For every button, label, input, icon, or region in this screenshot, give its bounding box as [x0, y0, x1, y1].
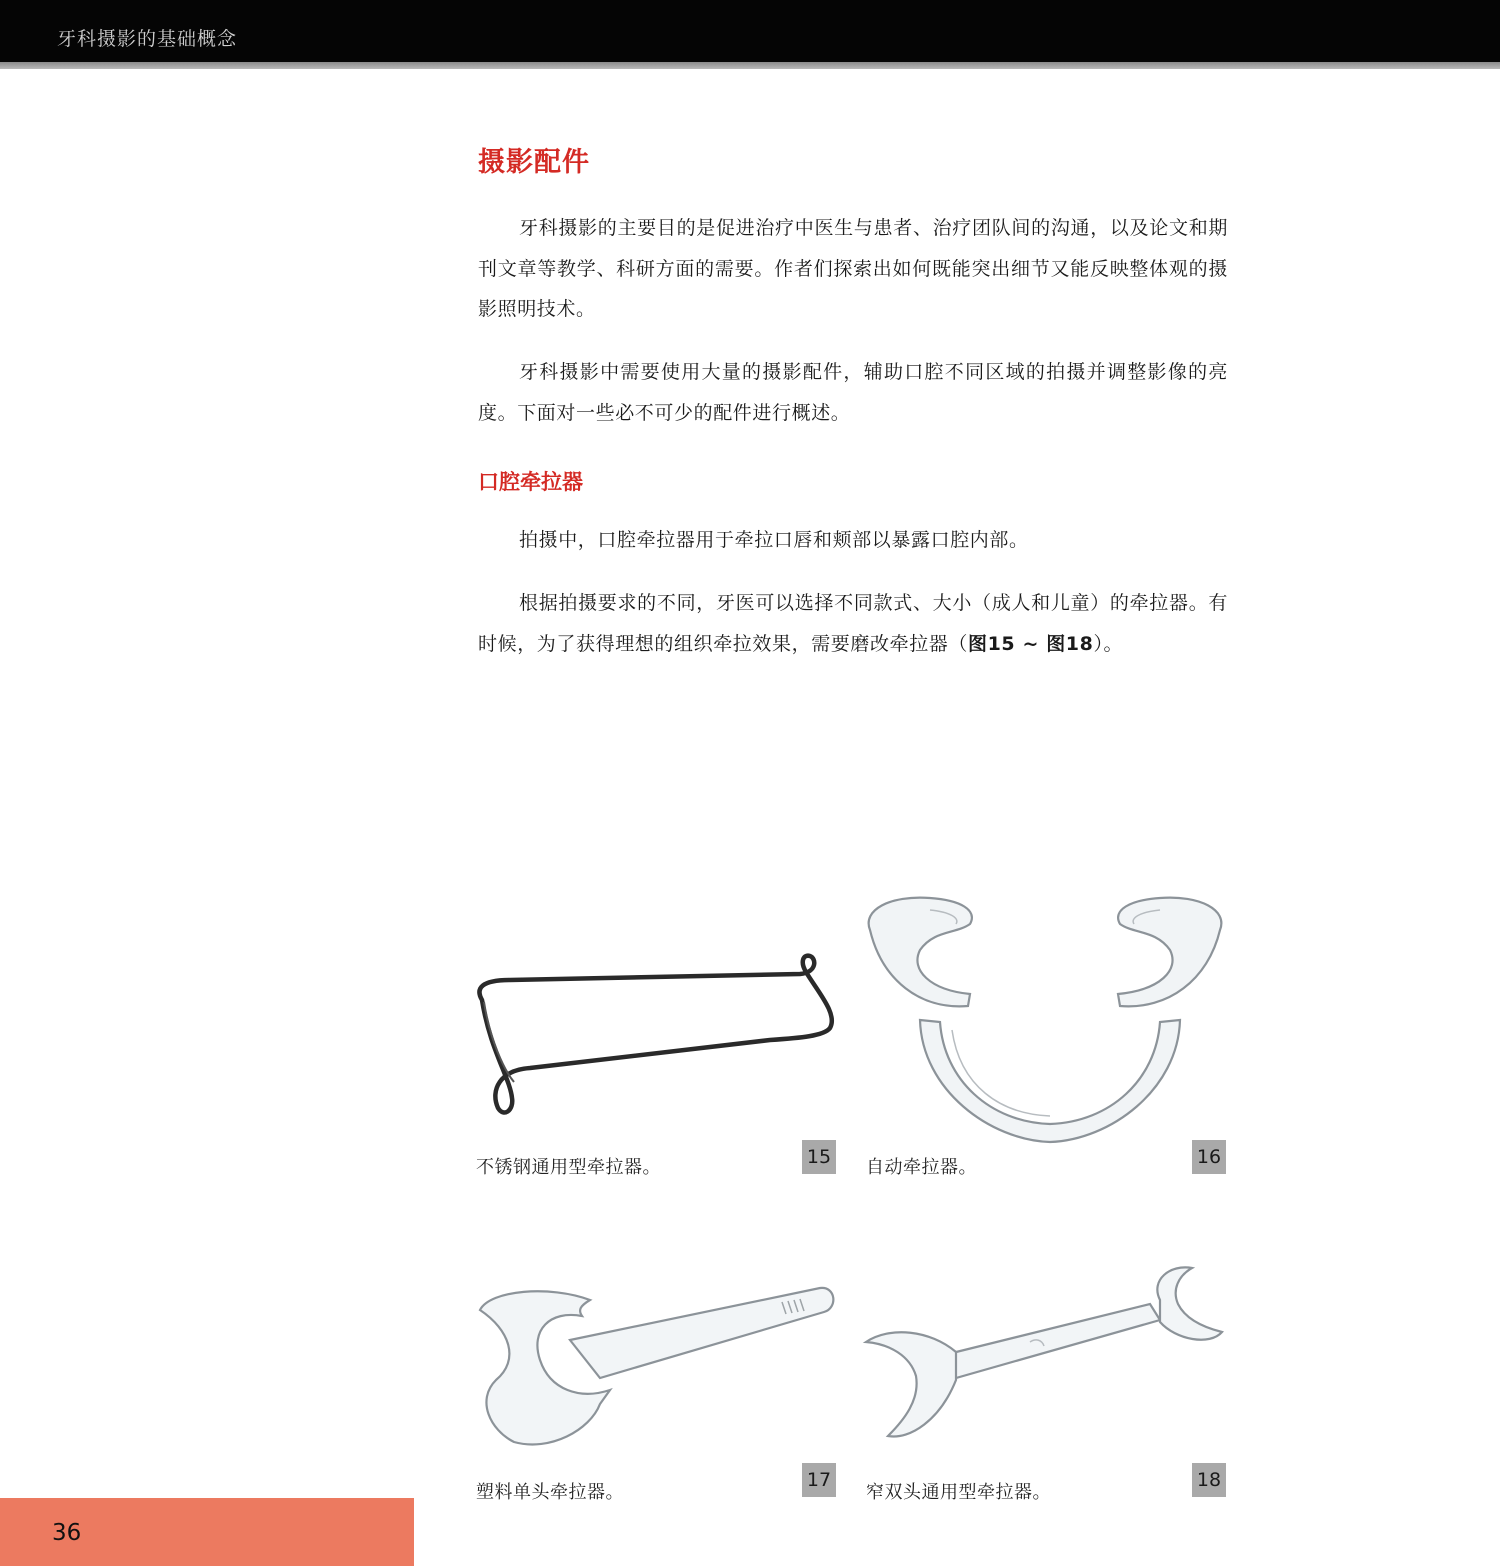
page-number: 36: [52, 1520, 82, 1546]
running-head: 牙科摄影的基础概念: [57, 28, 238, 50]
figure-15-caption: 不锈钢通用型牵拉器。: [476, 1157, 661, 1178]
figure-reference: 图15 ~ 图18: [968, 632, 1094, 655]
figure-18-image: [860, 1260, 1230, 1460]
subsection-title: 口腔牵拉器: [478, 470, 583, 494]
header-divider: [0, 62, 1500, 69]
single-end-retractor-icon: [470, 1280, 840, 1460]
figure-17-image: [470, 1280, 840, 1460]
retractor-selection-paragraph: [478, 583, 1228, 664]
section-title: 摄影配件: [478, 147, 590, 178]
figure-17-number: 17: [802, 1463, 836, 1497]
paragraph-text: 根据拍摄要求的不同，牙医可以选择不同款式、大小（成人和儿童）的牵拉器。有时候，为了获得理想的组织牵拉效果，需要磨改牵拉器（: [478, 592, 1228, 655]
figure-18-caption: 窄双头通用型牵拉器。: [866, 1482, 1051, 1503]
accessories-paragraph: 牙科摄影中需要使用大量的摄影配件，辅助口腔不同区域的拍摄并调整影像的亮度。下面对一些必不可少的配件进行概述。: [478, 361, 1228, 424]
figure-17-caption: 塑料单头牵拉器。: [476, 1482, 624, 1503]
self-retaining-retractor-icon: [860, 890, 1230, 1150]
figure-16-image: [860, 890, 1230, 1150]
intro-paragraph: 牙科摄影的主要目的是促进治疗中医生与患者、治疗团队间的沟通，以及论文和期刊文章等教学、科研方面的需要。作者们探索出如何既能突出细节又能反映整体观的摄影照明技术。: [478, 217, 1228, 320]
retractor-usage-paragraph: 拍摄中，口腔牵拉器用于牵拉口唇和颊部以暴露口腔内部。: [519, 529, 1029, 551]
figure-16-caption: 自动牵拉器。: [866, 1157, 977, 1178]
double-end-retractor-icon: [860, 1260, 1230, 1460]
figure-16-number: 16: [1192, 1140, 1226, 1174]
paragraph-end: ）。: [1093, 632, 1124, 655]
figure-18-number: 18: [1192, 1463, 1226, 1497]
metal-wire-retractor-icon: [470, 940, 850, 1130]
figure-15-image: [470, 940, 850, 1130]
figure-15-number: 15: [802, 1140, 836, 1174]
